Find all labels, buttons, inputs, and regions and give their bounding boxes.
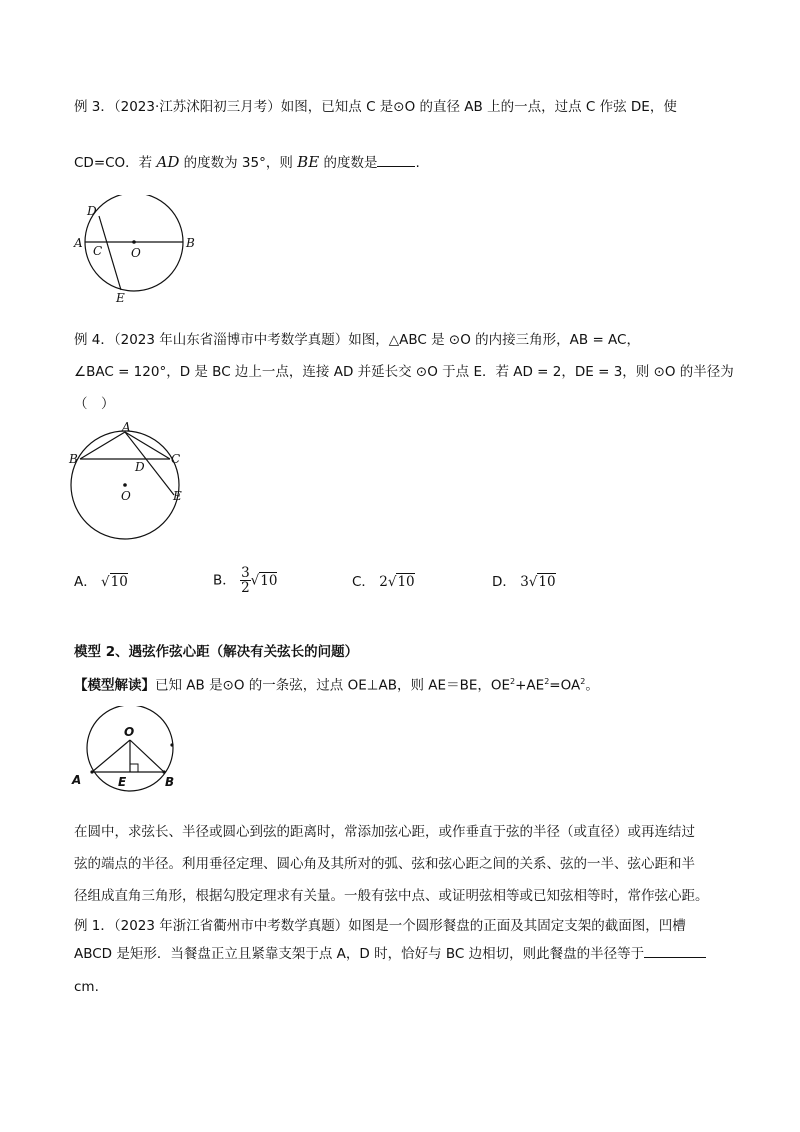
option-b-label: B． <box>213 572 236 589</box>
label-e-model2: E <box>118 775 127 789</box>
segment-ae <box>125 432 174 495</box>
label-b: B <box>186 236 195 250</box>
example3-line2 <box>74 152 420 173</box>
label-e: E <box>116 291 125 305</box>
center-dot-ex3 <box>132 240 136 244</box>
label-o-ex4: O <box>121 489 131 503</box>
option-b[interactable] <box>213 566 277 595</box>
example1-line2 <box>74 944 706 964</box>
label-c: C <box>93 244 103 258</box>
option-a-label: A． <box>74 574 97 590</box>
label-e-ex4: E <box>173 489 182 503</box>
center-dot-ex4 <box>123 483 127 487</box>
circle-dot <box>170 743 173 746</box>
example1-text: ABCD 是矩形．当餐盘正立且紧靠支架于点 A，D 时，恰好与 BC 边相切，则此餐盘的半径等于 <box>74 946 645 962</box>
label-b-model2: B <box>165 775 175 789</box>
right-angle-mark <box>130 764 138 772</box>
example1-line1: 例 1．（2023 年浙江省衢州市中考数学真题）如图是一个圆形餐盘的正面及其固定支架的截面图，凹槽 <box>74 918 686 934</box>
paragraph-line2: 弦的端点的半径。利用垂径定理、圆心角及其所对的弧、弦和弦心距之间的关系、弦的一半、弦心距和半 <box>74 856 695 872</box>
arc-be: BE <box>297 153 320 171</box>
label-o: O <box>131 246 141 260</box>
option-b-value: √10 <box>250 572 278 589</box>
point-b-dot <box>162 770 165 773</box>
paragraph-line1: 在圆中，求弦长、半径或圆心到弦的距离时，常添加弦心距，或作垂直于弦的半径（或直径）或再连结过 <box>74 824 695 840</box>
option-c-value: 2√10 <box>379 574 415 590</box>
radius-ob <box>130 740 164 772</box>
point-a-dot <box>90 770 93 773</box>
radius-oa <box>92 740 130 772</box>
example1-line3: cm. <box>74 979 99 995</box>
paragraph-line3: 径组成直角三角形，根据勾股定理求有关量。一般有弦中点、或证明弦相等或已知弦相等时，常作弦心距。 <box>74 888 709 904</box>
example4-line3: （ ） <box>74 396 115 412</box>
option-c-label: C． <box>352 574 375 590</box>
label-c-ex4: C <box>171 452 181 466</box>
figure-model2 <box>68 706 193 796</box>
option-d[interactable] <box>492 572 556 592</box>
answer-blank-ex3 <box>377 154 415 167</box>
label-d-ex4: D <box>135 460 145 474</box>
option-d-label: D． <box>492 574 516 590</box>
option-a-value: √10 <box>101 574 128 590</box>
option-d-value: 3√10 <box>520 574 556 590</box>
example4-line1: 例 4．（2023 年山东省淄博市中考数学真题）如图，△ABC 是 ⊙O 的内接三角形，AB = AC， <box>74 332 640 348</box>
option-a[interactable] <box>74 572 128 592</box>
model2-intro-label: 【模型解读】 <box>74 677 155 694</box>
label-a-model2: A <box>72 773 82 787</box>
option-b-fraction: $\frac{3}{2}$ <box>241 565 250 596</box>
option-c[interactable] <box>352 572 415 592</box>
example3-text-b: 的度数为 35°，则 <box>183 155 293 171</box>
label-b-ex4: B <box>69 452 78 466</box>
answer-blank-ex1 <box>644 945 706 958</box>
figure-example4 <box>65 420 200 540</box>
example3-line1: 例 3．（2023·江苏沭阳初三月考）如图，已知点 C 是⊙O 的直径 AB 上的一点，过点 C 作弦 DE，使 <box>74 99 677 115</box>
arc-ad: AD <box>156 153 180 171</box>
example3-end: . <box>415 155 420 171</box>
label-a-ex4: A <box>122 420 131 434</box>
label-o-model2: O <box>124 725 135 739</box>
model2-intro: 【模型解读】已知 AB 是⊙O 的一条弦，过点 OE⊥AB，则 AE＝BE，$OE^2+AE^2=OA^2$。 <box>74 677 599 694</box>
figure-example3 <box>70 195 210 310</box>
model2-intro-text-a: 已知 AB 是⊙O 的一条弦，过点 OE⊥AB，则 AE＝BE，OE <box>155 677 511 694</box>
example3-text-c: 的度数是 <box>323 155 378 171</box>
label-d: D <box>87 204 97 218</box>
model2-title: 模型 2、遇弦作弦心距（解决有关弦长的问题） <box>74 644 359 660</box>
example3-text-a: CD=CO．若 <box>74 155 153 171</box>
example4-line2: ∠BAC = 120°，D 是 BC 边上一点，连接 AD 并延长交 ⊙O 于点 E．若 AD = 2，DE = 3，则 ⊙O 的半径为 <box>74 364 734 380</box>
label-a: A <box>74 236 83 250</box>
